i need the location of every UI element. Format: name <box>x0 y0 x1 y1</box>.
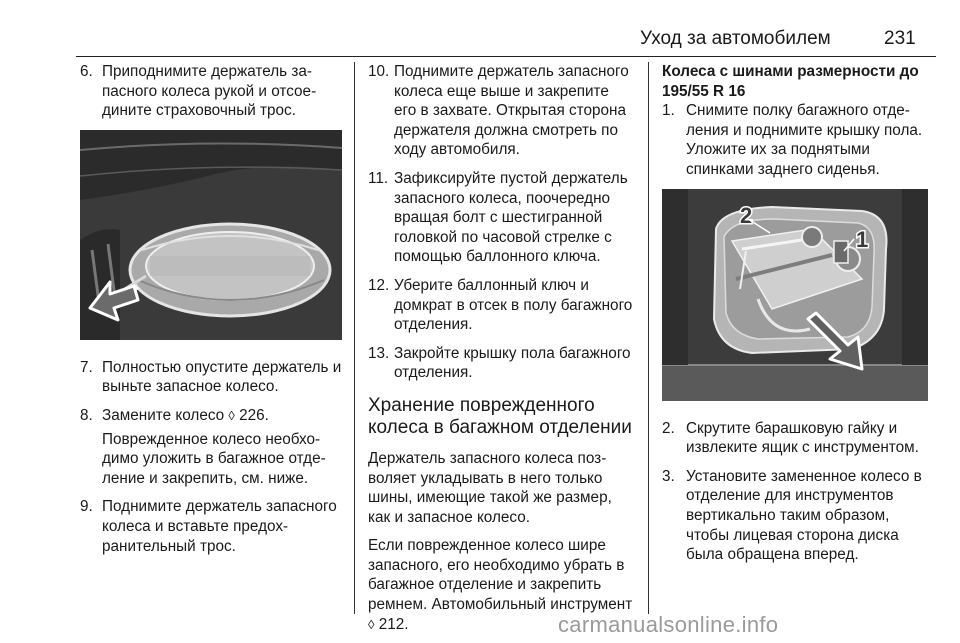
step-text: Снимите полку багажного отделения и поднимите крышку пола. Уложите их за поднятыми спинками заднего сиденья. <box>686 102 923 178</box>
paragraph: Держатель запасного колеса позволяет укладывать в него только шины, имеющие такой же размер, как и запасное колесо. <box>368 449 612 526</box>
step-number: 8. <box>80 406 93 424</box>
step-number: 3. <box>662 467 675 485</box>
page-reference: 226 <box>239 406 265 424</box>
tool-compartment-illustration <box>662 189 928 401</box>
step-number: 6. <box>80 63 93 80</box>
section-heading: Хранение поврежденного колеса в багажном отделении <box>368 394 632 438</box>
step-number: 12. <box>368 276 390 294</box>
step-6 <box>80 62 342 121</box>
subsection-heading: Колеса с шинами размерности до 195/55 R 16 <box>662 63 919 100</box>
step-text: Полностью опустите держатель и выньте запасное колесо. <box>102 358 342 396</box>
paragraph-text: Если поврежденное колесо шире запасного, его необходимо убрать в багажное отделение и закрепить ремнем. Автомобильный инструмент <box>368 537 633 614</box>
step-text <box>102 406 342 426</box>
step-number: 11. <box>368 169 389 187</box>
header-title: Уход за автомобилем <box>640 28 831 49</box>
step-number: 9. <box>80 498 93 516</box>
column-divider-1 <box>354 62 355 614</box>
step-13 <box>368 344 634 383</box>
step-text: Уберите баллонный ключ и домкрат в отсек в полу багажного отделения. <box>394 276 633 334</box>
paragraph-text: . <box>404 615 409 633</box>
step-number: 13. <box>368 344 390 362</box>
step-7 <box>80 358 342 397</box>
page-reference-icon: ◊ <box>368 616 375 632</box>
callout-label-1: 1 <box>856 226 869 252</box>
step-8-note: Поврежденное колесо необходимо уложить в багажное отделение и закрепить, см. ниже. <box>102 430 326 487</box>
page-header <box>0 0 960 58</box>
step-text: Приподнимите держатель запасного колеса рукой и отсоедините страховочный трос. <box>102 63 317 120</box>
column-middle <box>368 62 634 643</box>
step-number: 10. <box>368 63 390 80</box>
watermark: carmanualsonline.info <box>558 612 779 637</box>
step-text-part: Замените колесо <box>102 406 229 424</box>
step-text: Закройте крышку пола багажного отделения. <box>394 344 631 382</box>
step-11 <box>368 169 634 267</box>
step-text: Зафиксируйте пустой держатель запасного колеса, поочередно вращая болт с шестигранной головкой по часовой стрелке с помощью баллонного ключа. <box>394 169 628 266</box>
step-text: Поднимите держатель запасного колеса и вставьте предохранительный трос. <box>102 498 337 555</box>
callout-label-2: 2 <box>740 202 753 228</box>
spare-wheel-carrier-illustration <box>80 130 342 340</box>
step-number: 2. <box>662 419 675 437</box>
step-number: 7. <box>80 358 93 376</box>
column-divider-2 <box>648 62 649 614</box>
carrier-lowering-drawing <box>80 130 342 340</box>
step-8 <box>80 406 342 426</box>
step-number: 1. <box>662 102 675 120</box>
tool-box-drawing <box>662 189 928 401</box>
column-right <box>662 62 928 574</box>
step-text: Поднимите держатель запасного колеса еще выше и закрепите его в захвате. Открытая сторона держателя должна смотреть по ходу автомобиля. <box>394 63 629 159</box>
header-rule <box>76 56 936 57</box>
page-reference-icon: ◊ <box>228 407 235 423</box>
column-left <box>80 62 342 565</box>
page-reference: 212 <box>378 615 405 633</box>
page-number: 231 <box>884 28 916 49</box>
step-text-part: . <box>264 406 269 424</box>
step-text: Установите замененное колесо в отделение для инструментов вертикально таким образом, чтобы лицевая сторона диска была обращена вперед. <box>686 467 922 564</box>
step-2 <box>662 419 928 458</box>
step-1 <box>662 101 928 179</box>
step-12 <box>368 276 634 335</box>
step-text: Скрутите барашковую гайку и извлеките ящик с инструментом. <box>686 419 919 457</box>
step-10 <box>368 62 634 160</box>
step-9 <box>80 497 342 556</box>
step-3 <box>662 467 928 565</box>
